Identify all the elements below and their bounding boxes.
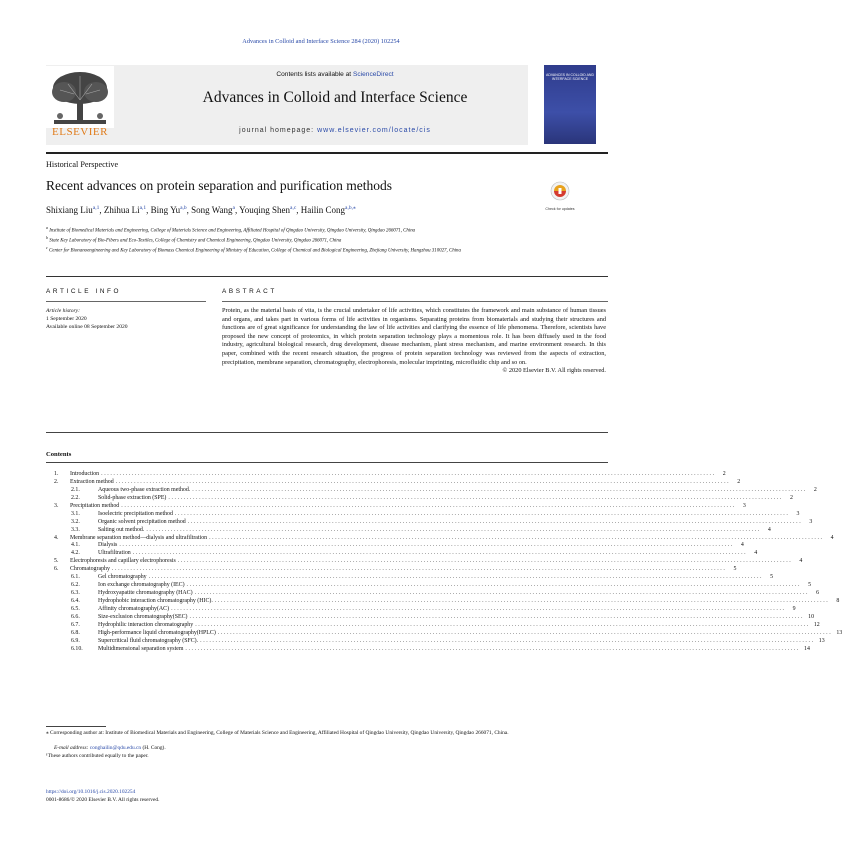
author-affiliation-mark[interactable]: a bbox=[232, 205, 235, 211]
toc-title: Solid-phase extraction (SPE) bbox=[98, 494, 167, 501]
article-info-heading: ARTICLE INFO bbox=[46, 288, 122, 295]
toc-number: 2. bbox=[54, 478, 59, 485]
toc-page-number: 13 bbox=[836, 629, 842, 636]
header-rule bbox=[46, 152, 608, 154]
toc-leader-dots: ........................................................................................................................................................................................................ bbox=[121, 502, 736, 509]
toc-leader-dots: ........................................................................................................................................................................................................ bbox=[119, 542, 734, 549]
toc-leader-dots: ........................................................................................................................................................................................................ bbox=[200, 637, 815, 644]
toc-title: Size-exclusion chromatography(SEC) bbox=[98, 613, 188, 620]
homepage-prefix: journal homepage: bbox=[239, 127, 318, 134]
toc-title: Electrophoresis and capillary electrophoresis bbox=[70, 558, 176, 565]
abstract-body bbox=[222, 307, 606, 376]
toc-title: Affinity chromatography(AC) bbox=[98, 605, 170, 612]
affiliation-mark: c bbox=[46, 245, 48, 250]
toc-number: 6.4. bbox=[71, 598, 80, 604]
toc-title: Isoelectric precipitation method bbox=[98, 510, 173, 517]
toc-title: Organic solvent precipitation method bbox=[98, 518, 186, 525]
toc-leader-dots: ........................................................................................................................................................................................................ bbox=[192, 486, 807, 493]
toc-page-number: 13 bbox=[818, 637, 825, 644]
abstract-copyright: © 2020 Elsevier B.V. All rights reserved. bbox=[502, 367, 606, 375]
toc-page-number: 2 bbox=[789, 494, 793, 501]
toc-page-number: 5 bbox=[770, 574, 774, 581]
doi-link[interactable]: https://doi.org/10.1016/j.cis.2020.102254 bbox=[46, 789, 136, 795]
toc-leader-dots: ........................................................................................................................................................................................................ bbox=[189, 613, 805, 620]
toc-title: Multidimensional separation system bbox=[98, 645, 184, 652]
toc-number: 4.2. bbox=[71, 550, 80, 557]
toc-title: Chromatography bbox=[70, 566, 110, 573]
toc-number: 2.1. bbox=[71, 486, 80, 493]
toc-title: Extraction method bbox=[70, 478, 114, 485]
toc-page-number: 2 bbox=[737, 478, 741, 485]
footnote-corresponding: ⁎ Corresponding author at: Institute of Biomedical Materials and Engineering, College of Materials Science and Engineering, Affiliated Hospital of Qingdao University, Qingdao University, Qingdao 266071, China. bbox=[46, 730, 509, 736]
toc-number: 1. bbox=[54, 471, 59, 477]
toc-title: Ion exchange chromatography (IEC) bbox=[98, 582, 185, 589]
toc-title: Precipitation method bbox=[70, 502, 120, 509]
toc-entry[interactable] bbox=[46, 629, 842, 638]
toc-entry[interactable] bbox=[46, 486, 817, 495]
toc-leader-dots: ........................................................................................................................................................................................................ bbox=[115, 478, 731, 485]
footnote-rule bbox=[46, 726, 106, 727]
toc-number: 2.2. bbox=[71, 494, 80, 501]
toc-leader-dots: ........................................................................................................................................................................................................ bbox=[195, 621, 810, 628]
email-suffix: (H. Cong). bbox=[142, 745, 166, 751]
affiliation-a bbox=[46, 225, 606, 235]
toc-title: Aqueous two-phase extraction method. bbox=[98, 486, 191, 493]
toc-number: 5. bbox=[54, 558, 59, 565]
author-list: Shixiang Liu$^{a,1}$, Zhihua Li$^{a,1}$, Bing Yu$^{a,b}$, Song Wang$^a$, Youqing Shen$^{a,c}$, Hailin Cong$^{a,b,⁎}$ bbox=[46, 205, 356, 215]
affiliation-c bbox=[46, 245, 606, 255]
toc-page-number: 5 bbox=[808, 582, 812, 589]
elsevier-tree-logo bbox=[46, 66, 114, 128]
toc-number: 3.3. bbox=[71, 526, 80, 533]
author-name: Shixiang Liu bbox=[46, 205, 93, 215]
toc-number: 3.1. bbox=[71, 510, 80, 517]
sciencedirect-link[interactable]: ScienceDirect bbox=[352, 71, 394, 78]
toc-page-number: 10 bbox=[808, 613, 815, 620]
toc-page-number: 3 bbox=[796, 510, 800, 517]
affiliation-text: Center for Bionanoengineering and Key Laboratory of Biomass Chemical Engineering of Ministry of Education, College of Chemical and Biological Engineering, Zhejiang University, Hangzhou 310027, China bbox=[49, 248, 461, 254]
toc-page-number: 5 bbox=[733, 566, 737, 573]
contents-prefix: Contents lists available at bbox=[276, 71, 353, 78]
abstract-bottom-rule bbox=[46, 432, 608, 433]
article-info-rule bbox=[46, 301, 206, 302]
toc-entry[interactable] bbox=[46, 494, 793, 503]
toc-entry[interactable] bbox=[46, 598, 840, 606]
toc-title: Introduction bbox=[70, 471, 100, 477]
table-of-contents bbox=[46, 471, 842, 654]
toc-leader-dots: ........................................................................................................................................................................................................ bbox=[194, 590, 810, 597]
publisher-logo-text: ELSEVIER bbox=[52, 126, 108, 138]
toc-number: 6.9. bbox=[71, 637, 80, 644]
author[interactable] bbox=[191, 205, 235, 215]
footnote-email bbox=[46, 745, 616, 752]
toc-title: Hydrophobic interaction chromatography (HIC). bbox=[98, 598, 213, 604]
toc-leader-dots: ........................................................................................................................................................................................................ bbox=[171, 605, 786, 612]
author-name: Youqing Shen bbox=[239, 205, 291, 215]
toc-entry[interactable] bbox=[46, 590, 820, 598]
author-name: Zhihua Li bbox=[103, 205, 140, 215]
toc-title: Hydroxyapatite chromatography (HAC) bbox=[98, 590, 193, 597]
toc-entry[interactable] bbox=[46, 566, 737, 574]
toc-entry[interactable] bbox=[46, 518, 813, 527]
journal-cover-image bbox=[544, 65, 596, 144]
toc-page-number: 8 bbox=[836, 598, 840, 604]
toc-title: Ultrafiltration bbox=[98, 550, 131, 557]
toc-number: 3. bbox=[54, 502, 59, 509]
author-affiliation-mark[interactable]: a,1 bbox=[139, 205, 147, 211]
toc-number: 6.8. bbox=[71, 629, 80, 636]
toc-number: 6.6. bbox=[71, 613, 80, 620]
toc-page-number: 2 bbox=[722, 471, 726, 477]
toc-number: 6. bbox=[54, 566, 59, 573]
article-title: Recent advances on protein separation and purification methods bbox=[46, 178, 393, 193]
toc-page-number: 4 bbox=[830, 534, 834, 541]
toc-leader-dots: ........................................................................................................................................................................................................ bbox=[214, 598, 830, 604]
toc-entry[interactable] bbox=[46, 510, 800, 519]
toc-number: 4.1. bbox=[71, 542, 80, 549]
history-online: Available online 08 September 2020 bbox=[46, 324, 128, 330]
toc-entry[interactable] bbox=[46, 621, 820, 630]
toc-entry[interactable] bbox=[46, 478, 741, 487]
cover-title: ADVANCES IN COLLOID AND INTERFACE SCIENCE bbox=[546, 73, 594, 81]
contents-available bbox=[150, 71, 520, 78]
contents-rule bbox=[46, 462, 608, 463]
toc-entry[interactable] bbox=[46, 582, 812, 590]
author[interactable] bbox=[239, 205, 296, 215]
abstract-rule bbox=[222, 301, 608, 302]
toc-page-number: 12 bbox=[813, 621, 820, 628]
abstract-text: Protein, as the material basis of vita, is the crucial undertaker of life activities, which constitutes the framework and main substance of human tissues and organs, and takes part in various forms of life activities in organisms. Separating proteins from biomaterials and studying their structures and functions are of great significance for understanding the law of life activities and clarifying the essence of life phenomena. Therefore, scientists have proposed the new concept of proteomics, in which protein separation technology plays a momentous role. It has been diffusely used in the food industry, agricultural biological research, drug development, disease mechanism, plant stress mechanism, and marine environment research. In this paper, combined with the recent research situation, the progress of protein separation technology was reviewed from the aspects of extraction, precipitation, membrane separation, chromatography, electrophoresis, molecular imprinting, microfluidic chip and so on. bbox=[222, 307, 606, 366]
toc-page-number: 4 bbox=[754, 550, 758, 557]
toc-number: 6.5. bbox=[71, 605, 80, 612]
toc-number: 4. bbox=[54, 534, 59, 541]
toc-entry[interactable] bbox=[46, 534, 834, 543]
toc-entry[interactable] bbox=[46, 605, 796, 614]
toc-number: 6.7. bbox=[71, 621, 80, 628]
check-updates-icon bbox=[545, 180, 575, 202]
toc-leader-dots: ........................................................................................................................................................................................................ bbox=[148, 574, 764, 581]
toc-leader-dots: ........................................................................................................................................................................................................ bbox=[174, 510, 790, 517]
email-link[interactable]: conghailin@qdu.edu.cn bbox=[89, 745, 142, 751]
toc-leader-dots: ........................................................................................................................................................................................................ bbox=[111, 566, 727, 573]
author[interactable] bbox=[151, 205, 187, 215]
toc-leader-dots: ........................................................................................................................................................................................................ bbox=[209, 534, 824, 541]
author[interactable] bbox=[46, 205, 99, 215]
toc-title: Hydrophilic interaction chromatography bbox=[98, 621, 194, 628]
issn-copyright: 0001-8686/© 2020 Elsevier B.V. All rights reserved. bbox=[46, 797, 160, 803]
affiliation-text: State Key Laboratory of Bio-Fibers and Eco-Textiles, College of Chemistry and Chemical Engineering, Qingdao University, Qingdao 266071, China bbox=[49, 238, 342, 244]
affiliation-b bbox=[46, 235, 606, 245]
toc-title: Supercritical fluid chromatography (SFC). bbox=[98, 637, 199, 644]
toc-title: Gel chromatography bbox=[98, 574, 147, 581]
journal-citation[interactable]: Advances in Colloid and Interface Science 284 (2020) 102254 bbox=[242, 38, 400, 45]
author-name: Hailin Cong bbox=[300, 205, 346, 215]
author[interactable] bbox=[301, 205, 356, 215]
toc-leader-dots: ........................................................................................................................................................................................................ bbox=[187, 518, 803, 525]
journal-homepage bbox=[150, 127, 520, 134]
toc-leader-dots: ........................................................................................................................................................................................................ bbox=[186, 582, 802, 589]
toc-leader-dots: ........................................................................................................................................................................................................ bbox=[185, 645, 800, 652]
affiliation-text: Institute of Biomedical Materials and Engineering, College of Materials Science and Engineering, Affiliated Hospital of Qingdao University, Qingdao University, Qingdao 266071, China bbox=[49, 228, 416, 234]
toc-page-number: 4 bbox=[767, 526, 771, 533]
homepage-link[interactable]: www.elsevier.com/locate/cis bbox=[317, 127, 431, 134]
toc-entry[interactable] bbox=[46, 526, 771, 535]
toc-number: 6.2. bbox=[71, 582, 80, 589]
author[interactable] bbox=[104, 205, 146, 215]
section-rule bbox=[46, 276, 608, 277]
check-for-updates-badge[interactable] bbox=[545, 180, 575, 210]
toc-page-number: 3 bbox=[809, 518, 813, 525]
toc-leader-dots: ........................................................................................................................................................................................................ bbox=[177, 558, 793, 565]
author-name: Song Wang bbox=[191, 205, 233, 215]
author-name: Bing Yu bbox=[150, 205, 181, 215]
toc-leader-dots: ........................................................................................................................................................................................................ bbox=[146, 526, 761, 533]
toc-title: Salting out method. bbox=[98, 526, 145, 533]
toc-number: 3.2. bbox=[71, 518, 80, 525]
toc-entry[interactable] bbox=[46, 558, 803, 566]
journal-title: Advances in Colloid and Interface Science bbox=[202, 89, 468, 106]
toc-entry[interactable] bbox=[46, 550, 758, 558]
affiliation-mark: a bbox=[46, 225, 49, 230]
toc-leader-dots: ........................................................................................................................................................................................................ bbox=[101, 471, 716, 477]
toc-title: Membrane separation method—dialysis and ultrafiltration bbox=[70, 534, 208, 541]
author-affiliation-mark[interactable]: a,b bbox=[180, 205, 187, 211]
article-type: Historical Perspective bbox=[46, 160, 119, 169]
toc-page-number: 4 bbox=[799, 558, 803, 565]
toc-entry[interactable] bbox=[46, 574, 774, 582]
toc-entry[interactable] bbox=[46, 613, 815, 622]
toc-title: Dialysis bbox=[98, 542, 118, 549]
contents-heading: Contents bbox=[46, 451, 72, 458]
email-label: E-mail address: bbox=[54, 745, 89, 751]
toc-leader-dots: ........................................................................................................................................................................................................ bbox=[217, 629, 833, 636]
author-affiliation-mark[interactable]: a,c bbox=[290, 205, 297, 211]
toc-page-number: 14 bbox=[804, 645, 810, 652]
toc-page-number: 4 bbox=[740, 542, 744, 549]
toc-entry[interactable] bbox=[46, 502, 746, 511]
toc-page-number: 6 bbox=[816, 590, 820, 597]
toc-page-number: 3 bbox=[742, 502, 746, 509]
toc-title: High-performance liquid chromatography(HPLC) bbox=[98, 629, 216, 636]
toc-entry[interactable] bbox=[46, 645, 810, 654]
toc-entry[interactable] bbox=[46, 637, 825, 646]
history-received: 1 September 2020 bbox=[46, 316, 87, 322]
author-affiliation-mark[interactable]: a,b,⁎ bbox=[345, 205, 356, 211]
affiliation-mark: b bbox=[46, 235, 49, 240]
toc-page-number: 9 bbox=[792, 605, 796, 612]
toc-page-number: 2 bbox=[813, 486, 817, 493]
toc-entry[interactable] bbox=[46, 471, 726, 479]
toc-number: 6.10. bbox=[71, 645, 83, 652]
toc-leader-dots: ........................................................................................................................................................................................................ bbox=[168, 494, 783, 501]
author-affiliation-mark[interactable]: a,1 bbox=[92, 205, 100, 211]
footnote-equal-contribution: ¹These authors contributed equally to the paper. bbox=[46, 753, 149, 759]
toc-leader-dots: ........................................................................................................................................................................................................ bbox=[132, 550, 748, 557]
check-updates-label: Check for updates bbox=[545, 207, 575, 211]
toc-number: 6.3. bbox=[71, 590, 80, 597]
history-label: Article history: bbox=[46, 308, 81, 314]
abstract-heading: ABSTRACT bbox=[222, 288, 277, 295]
toc-number: 6.1. bbox=[71, 574, 80, 581]
